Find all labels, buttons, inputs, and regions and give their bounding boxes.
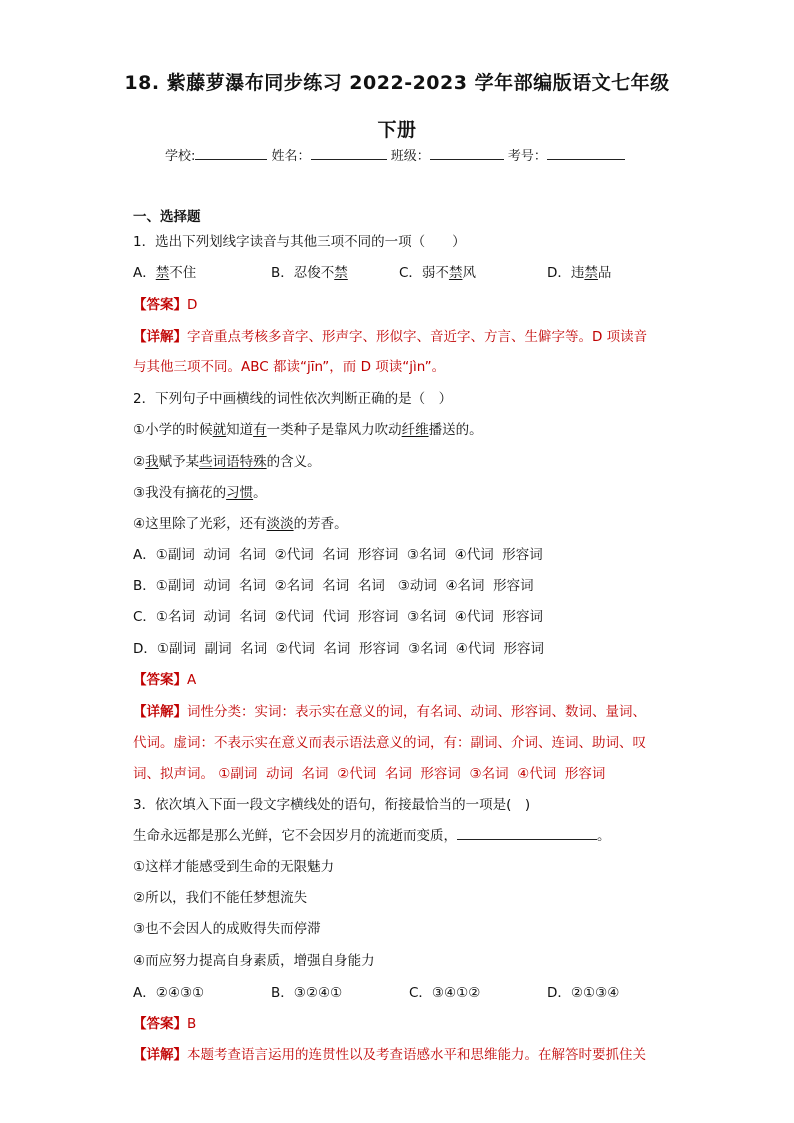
answer-blank[interactable] bbox=[457, 827, 597, 840]
page-title: 18. 紫藤萝瀑布同步练习 2022-2023 学年部编版语文七年级 bbox=[124, 72, 670, 94]
answer-2: 【答案】A bbox=[133, 672, 197, 688]
question-3-sentence-1: ①这样才能感受到生命的无限魅力 bbox=[133, 859, 335, 875]
detail-2-line1: 【详解】词性分类：实词：表示实在意义的词，有名词、动词、形容词、数词、量词、 bbox=[133, 704, 646, 720]
option-d[interactable]: D．②①③④ bbox=[547, 985, 620, 1001]
detail-2-line2: 代词。虚词：不表示实在意义而表示语法意义的词，有：副词、介词、连词、助词、叹 bbox=[133, 735, 646, 751]
class-field[interactable] bbox=[430, 147, 504, 160]
name-field[interactable] bbox=[311, 147, 387, 160]
option-d[interactable]: D．违禁品 bbox=[547, 265, 612, 281]
school-label: 学校: bbox=[165, 149, 196, 164]
question-3-sentence-2: ②所以，我们不能任梦想流失 bbox=[133, 890, 308, 906]
question-2-sentence-3: ③我没有摘花的习惯。 bbox=[133, 485, 267, 501]
question-3-sentence-3: ③也不会因人的成败得失而停滞 bbox=[133, 921, 321, 937]
detail-3-line1: 【详解】本题考查语言运用的连贯性以及考查语感水平和思维能力。在解答时要抓住关 bbox=[133, 1047, 646, 1063]
answer-3: 【答案】B bbox=[133, 1016, 197, 1032]
question-2-sentence-2: ②我赋予某些词语特殊的含义。 bbox=[133, 454, 321, 470]
question-3-options bbox=[133, 984, 619, 1002]
name-label: 姓名： bbox=[271, 149, 311, 164]
answer-1: 【答案】D bbox=[133, 297, 198, 313]
page-title-line2: 下册 bbox=[377, 119, 417, 141]
number-label: 考号： bbox=[507, 149, 547, 164]
detail-1-line2: 与其他三项不同。ABC 都读“jīn”，而 D 项读“jìn”。 bbox=[133, 359, 446, 375]
option-b[interactable]: B．③②④① bbox=[271, 985, 343, 1001]
question-3-passage: 生命永远都是那么光鲜，它不会因岁月的流逝而变质， 。 bbox=[133, 828, 611, 844]
question-2-sentence-1: ①小学的时候就知道有一类种子是靠风力吹动纤维播送的。 bbox=[133, 422, 483, 438]
section-heading: 一、选择题 bbox=[133, 209, 201, 225]
question-3-sentence-4: ④而应努力提高自身素质，增强自身能力 bbox=[133, 953, 375, 969]
option-d[interactable]: D．①副词 副词 名词 ②代词 名词 形容词 ③名词 ④代词 形容词 bbox=[133, 641, 544, 657]
question-1-options bbox=[133, 264, 611, 282]
number-field[interactable] bbox=[547, 147, 625, 160]
option-b[interactable]: B．①副词 动词 名词 ②名词 名词 名词 ③动词 ④名词 形容词 bbox=[133, 578, 534, 594]
school-field[interactable] bbox=[195, 147, 267, 160]
option-a[interactable]: A．禁不住 bbox=[133, 265, 197, 281]
option-c[interactable]: C．①名词 动词 名词 ②代词 代词 形容词 ③名词 ④代词 形容词 bbox=[133, 609, 543, 625]
option-a[interactable]: A．①副词 动词 名词 ②代词 名词 形容词 ③名词 ④代词 形容词 bbox=[133, 547, 543, 563]
question-2-stem: 2．下列句子中画横线的词性依次判断正确的是（ ） bbox=[133, 391, 453, 407]
option-c[interactable]: C．弱不禁风 bbox=[399, 265, 476, 281]
question-2-sentence-4: ④这里除了光彩，还有淡淡的芳香。 bbox=[133, 516, 348, 532]
detail-1-line1: 【详解】字音重点考核多音字、形声字、形似字、音近字、方言、生僻字等。D 项读音 bbox=[133, 329, 648, 345]
question-1-stem: 1．选出下列划线字读音与其他三项不同的一项（ ） bbox=[133, 234, 466, 250]
student-info-row bbox=[165, 145, 625, 164]
class-label: 班级： bbox=[390, 149, 430, 164]
option-c[interactable]: C．③④①② bbox=[409, 985, 481, 1001]
option-a[interactable]: A．②④③① bbox=[133, 985, 205, 1001]
question-3-stem: 3．依次填入下面一段文字横线处的语句，衔接最恰当的一项是( ) bbox=[133, 797, 531, 813]
detail-2-line3: 词、拟声词。 ①副词 动词 名词 ②代词 名词 形容词 ③名词 ④代词 形容词 bbox=[133, 766, 606, 782]
option-b[interactable]: B．忍俊不禁 bbox=[271, 265, 348, 281]
